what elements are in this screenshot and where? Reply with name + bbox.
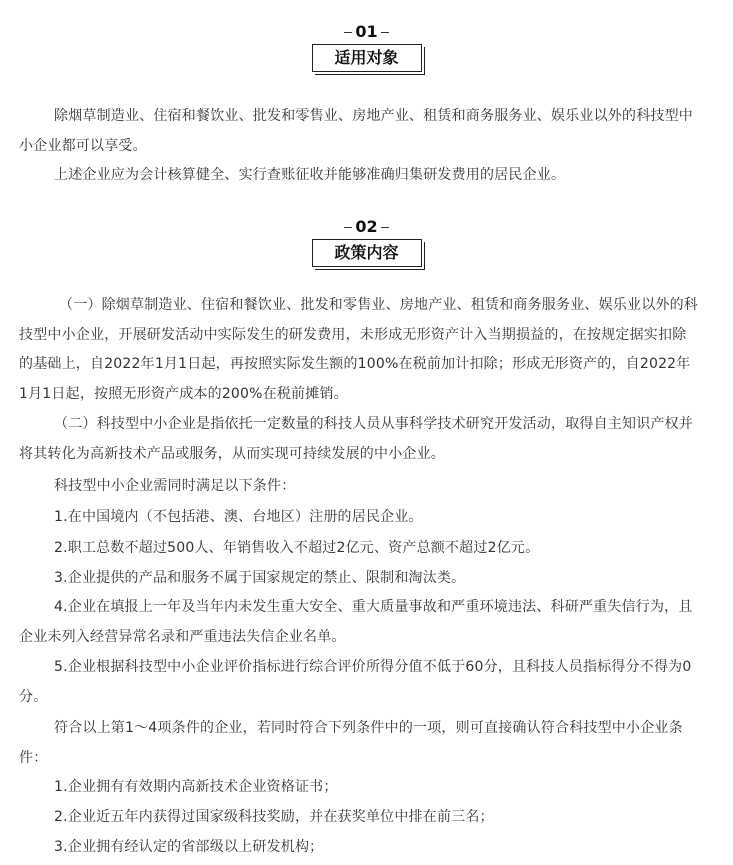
section-2-paragraph-2: （二）科技型中小企业是指依托一定数量的科技人员从事科学技术研究开发活动，取得自主知识产权并将其转化为高新技术产品或服务，从而实现可持续发展的中小企业。 [19,416,693,462]
direct-condition-1: 1.企业拥有有效期内高新技术企业资格证书； [54,779,338,795]
dash-left [344,227,352,228]
direct-confirm-intro: 符合以上第1～4项条件的企业，若同时符合下列条件中的一项，则可直接确认符合科技型中小企业条件： [19,720,683,766]
condition-5: 5.企业根据科技型中小企业评价指标进行综合评价所得分值不低于60分，且科技人员指标得分不得为0分。 [19,659,692,705]
condition-2: 2.职工总数不超过500人、年销售收入不超过2亿元、资产总额不超过2亿元。 [54,540,540,556]
conditions-intro: 科技型中小企业需同时满足以下条件： [54,478,296,494]
section-1-title: 适用对象 [312,44,422,72]
section-1-number-text: 01 [355,22,378,41]
section-1-paragraph-2: 上述企业应为会计核算健全、实行查账征收并能够准确归集研发费用的居民企业。 [54,167,566,183]
section-1-number [0,24,733,40]
direct-condition-2: 2.企业近五年内获得过国家级科技奖励，并在获奖单位中排在前三名； [54,809,494,825]
section-2-title: 政策内容 [312,239,422,267]
section-2-header [0,219,733,267]
section-1-paragraph-1: 除烟草制造业、住宿和餐饮业、批发和零售业、房地产业、租赁和商务服务业、娱乐业以外的科技型中小企业都可以享受。 [19,108,693,154]
condition-4: 4.企业在填报上一年及当年内未发生重大安全、重大质量事故和严重环境违法、科研严重失信行为，且企业未列入经营异常名录和严重违法失信企业名单。 [19,599,693,645]
section-1-header [0,24,733,72]
section-2-number [0,219,733,235]
condition-1: 1.在中国境内（不包括港、澳、台地区）注册的居民企业。 [54,509,423,525]
dash-right [381,32,389,33]
direct-condition-3: 3.企业拥有经认定的省部级以上研发机构； [54,839,324,855]
section-2-number-text: 02 [355,217,378,236]
condition-3: 3.企业提供的产品和服务不属于国家规定的禁止、限制和淘汰类。 [54,570,466,586]
dash-left [344,32,352,33]
dash-right [381,227,389,228]
section-2-paragraph-1: （一）除烟草制造业、住宿和餐饮业、批发和零售业、房地产业、租赁和商务服务业、娱乐业以外的科技型中小企业，开展研发活动中实际发生的研发费用，未形成无形资产计入当期损益的，在按规定据实扣除的基础上，自2022年1月1日起，再按照实际发生额的100%在税前加计扣除；形成无形资产的，自2022年1月1日起，按照无形资产成本的200%在税前摊销。 [19,297,698,402]
